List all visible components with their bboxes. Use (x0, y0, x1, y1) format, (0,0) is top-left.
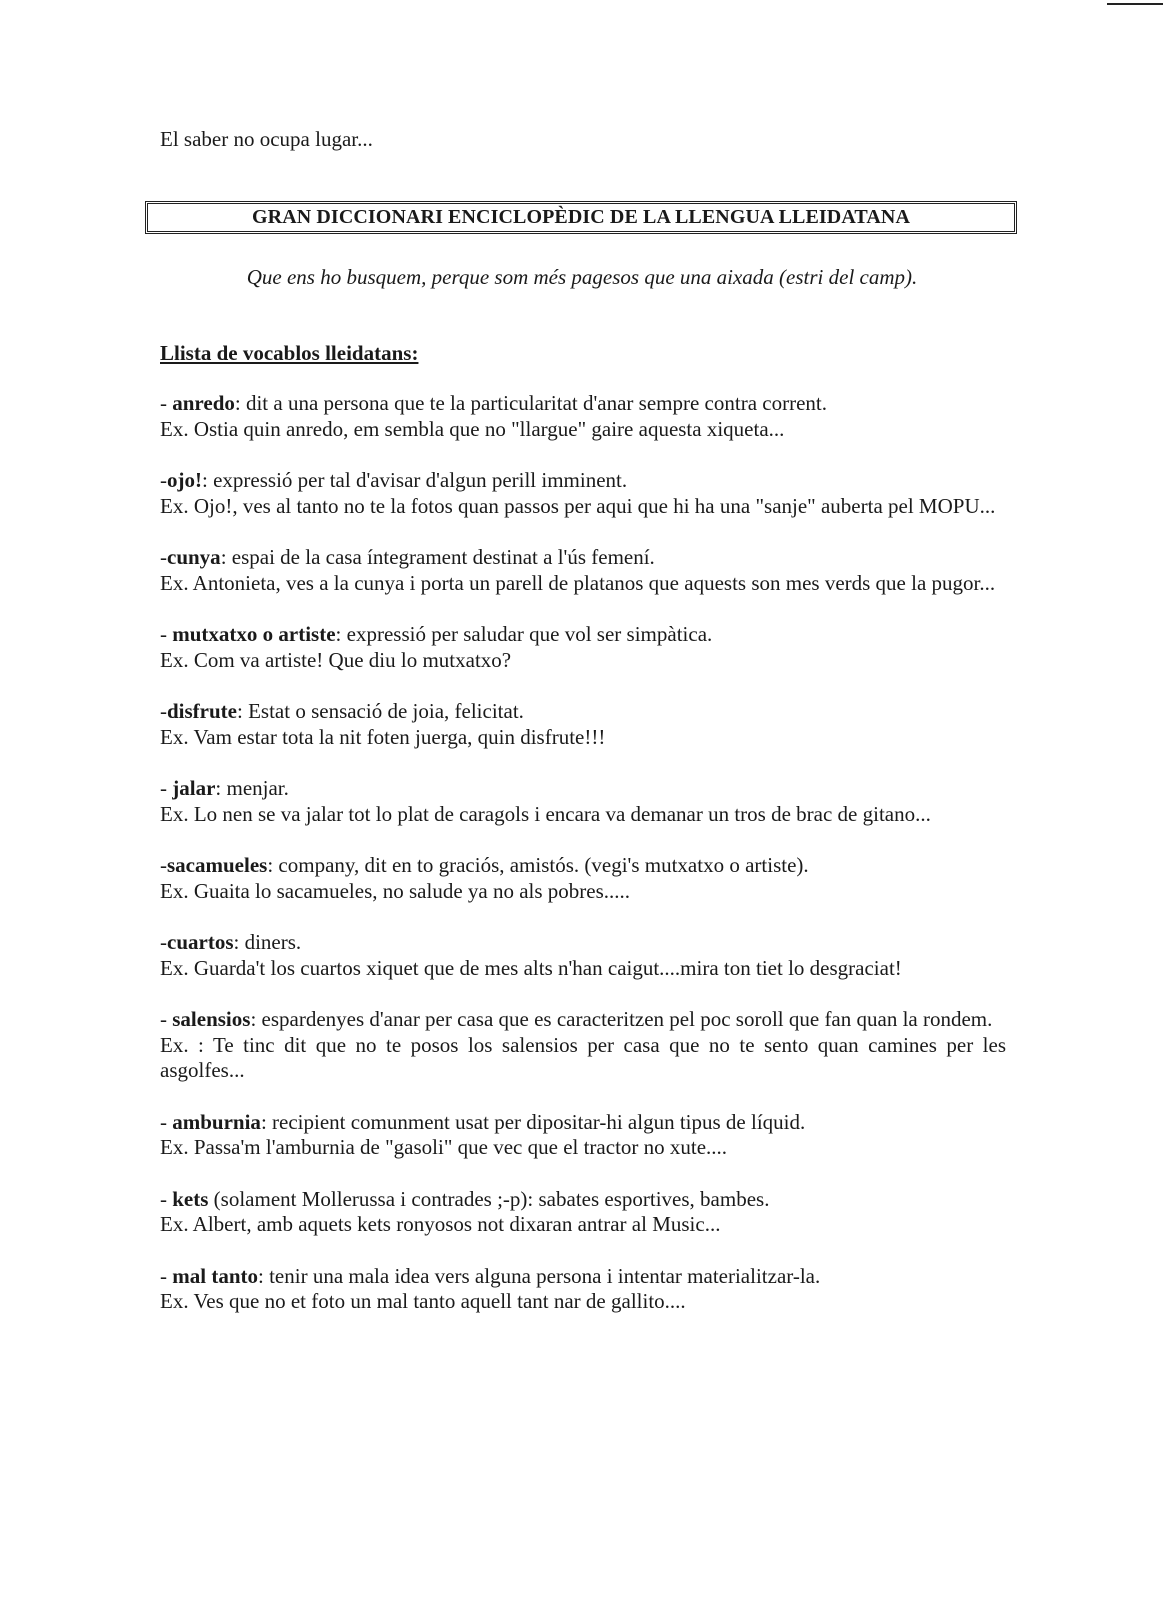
entry-term: mal tanto (172, 1263, 258, 1288)
entry-term: cunya (167, 545, 221, 569)
entry-prefix: - (160, 1186, 173, 1211)
entry-definition: : menjar. (215, 776, 289, 800)
entry-prefix: - (160, 468, 167, 492)
entry-example: Ex. Antonieta, ves a la cunya i porta un parell de platanos que aquests son mes verds que la pugor... (160, 570, 996, 595)
entry-definition: : expressió per tal d'avisar d'algun perill imminent. (202, 468, 628, 492)
entry-term: ojo! (167, 468, 202, 492)
entry-definition-line (160, 1110, 1006, 1136)
entry-list (160, 391, 1006, 1341)
entry-ojo (160, 468, 1006, 519)
entry-definition-line (160, 853, 1006, 879)
list-heading: Llista de vocablos lleidatans: (160, 341, 419, 365)
entry-term: sacamueles (167, 853, 268, 877)
scan-edge-mark (1107, 3, 1163, 5)
entry-term: amburnia (172, 1109, 261, 1134)
entry-term: mutxatxo o artiste (172, 622, 336, 646)
entry-definition: : espai de la casa íntegrament destinat a l'ús femení. (220, 545, 655, 569)
entry-prefix: - (160, 622, 173, 646)
entry-example: Ex. Guarda't los cuartos xiquet que de mes alts n'han caigut....mira ton tiet lo desgraciat! (160, 955, 902, 980)
entry-definition: : diners. (233, 930, 302, 954)
entry-term: disfrute (167, 699, 237, 723)
entry-example: Ex. Ves que no et foto un mal tanto aquell tant nar de gallito.... (160, 1289, 686, 1313)
entry-prefix: - (160, 930, 167, 954)
entry-definition-line (160, 468, 1006, 494)
entry-example: Ex. : Te tinc dit que no te posos los salensios per casa que no te sento quan camines per les asgolfes... (160, 1032, 1006, 1082)
entry-definition: : tenir una mala idea vers alguna persona i intentar materialitzar-la. (258, 1263, 821, 1288)
entry-example: Ex. Ojo!, ves al tanto no te la fotos quan passos per aqui que hi ha una "sanje" auberta pel MOPU... (160, 493, 996, 518)
entry-prefix: - (160, 1007, 173, 1031)
entry-example: Ex. Passa'm l'amburnia de "gasoli" que vec que el tractor no xute.... (160, 1135, 728, 1159)
entry-disfrute (160, 699, 1006, 750)
entry-definition-line (160, 391, 1006, 417)
entry-mal-tanto (160, 1264, 1006, 1315)
entry-prefix: - (160, 1263, 173, 1288)
entry-prefix: - (160, 776, 173, 800)
entry-definition-line (160, 776, 1006, 802)
entry-prefix: - (160, 699, 167, 723)
entry-anredo (160, 391, 1006, 442)
entry-term: jalar (172, 776, 216, 800)
entry-definition-line (160, 1007, 1006, 1033)
entry-cuartos (160, 930, 1006, 981)
entry-definition-line (160, 545, 1006, 571)
entry-example: Ex. Lo nen se va jalar tot lo plat de caragols i encara va demanar un tros de brac de gitano... (160, 801, 931, 826)
entry-example: Ex. Albert, amb aquets kets ronyosos not dixaran antrar al Music... (160, 1212, 721, 1236)
entry-salensios (160, 1007, 1006, 1084)
entry-jalar (160, 776, 1006, 827)
intro-line: El saber no ocupa lugar... (160, 127, 373, 151)
entry-definition: : company, dit en to graciós, amistós. (vegi's mutxatxo o artiste). (267, 853, 809, 877)
entry-example: Ex. Vam estar tota la nit foten juerga, quin disfrute!!! (160, 724, 606, 749)
entry-definition: : recipient comunment usat per dipositar-hi algun tipus de líquid. (260, 1109, 806, 1134)
entry-amburnia (160, 1110, 1006, 1161)
entry-prefix: - (160, 853, 167, 877)
entry-definition: : expressió per saludar que vol ser simpàtica. (335, 622, 713, 646)
entry-term: kets (172, 1186, 209, 1211)
entry-example: Ex. Ostia quin anredo, em sembla que no "llargue" gaire aquesta xiqueta... (160, 416, 785, 441)
entry-prefix: - (160, 391, 173, 415)
entry-term: anredo (172, 391, 235, 415)
entry-definition-line (160, 1264, 1006, 1290)
entry-definition: : Estat o sensació de joia, felicitat. (237, 699, 524, 723)
title-box (147, 203, 1015, 232)
entry-definition: (solament Mollerussa i contrades ;-p): sabates esportives, bambes. (208, 1186, 770, 1211)
entry-example: Ex. Com va artiste! Que diu lo mutxatxo? (160, 647, 512, 672)
entry-sacamueles (160, 853, 1006, 904)
entry-cunya (160, 545, 1006, 596)
entry-prefix: - (160, 545, 167, 569)
entry-example: Ex. Guaita lo sacamueles, no salude ya no als pobres..... (160, 878, 631, 903)
entry-term: salensios (172, 1007, 251, 1031)
entry-definition: : espardenyes d'anar per casa que es caracteritzen pel poc soroll que fan quan la rondem. (250, 1007, 993, 1031)
entry-definition-line (160, 1187, 1006, 1213)
subtitle: Que ens ho busquem, perque som més pagesos que una aixada (estri del camp). (246, 265, 918, 289)
entry-definition-line (160, 930, 1006, 956)
entry-term: cuartos (167, 930, 234, 954)
entry-mutxatxo (160, 622, 1006, 673)
entry-definition-line (160, 622, 1006, 648)
entry-definition: : dit a una persona que te la particularitat d'anar sempre contra corrent. (234, 391, 827, 415)
entry-kets (160, 1187, 1006, 1238)
document-title: GRAN DICCIONARI ENCICLOPÈDIC DE LA LLENGUA LLEIDATANA (252, 206, 910, 228)
entry-definition-line (160, 699, 1006, 725)
entry-prefix: - (160, 1109, 173, 1134)
